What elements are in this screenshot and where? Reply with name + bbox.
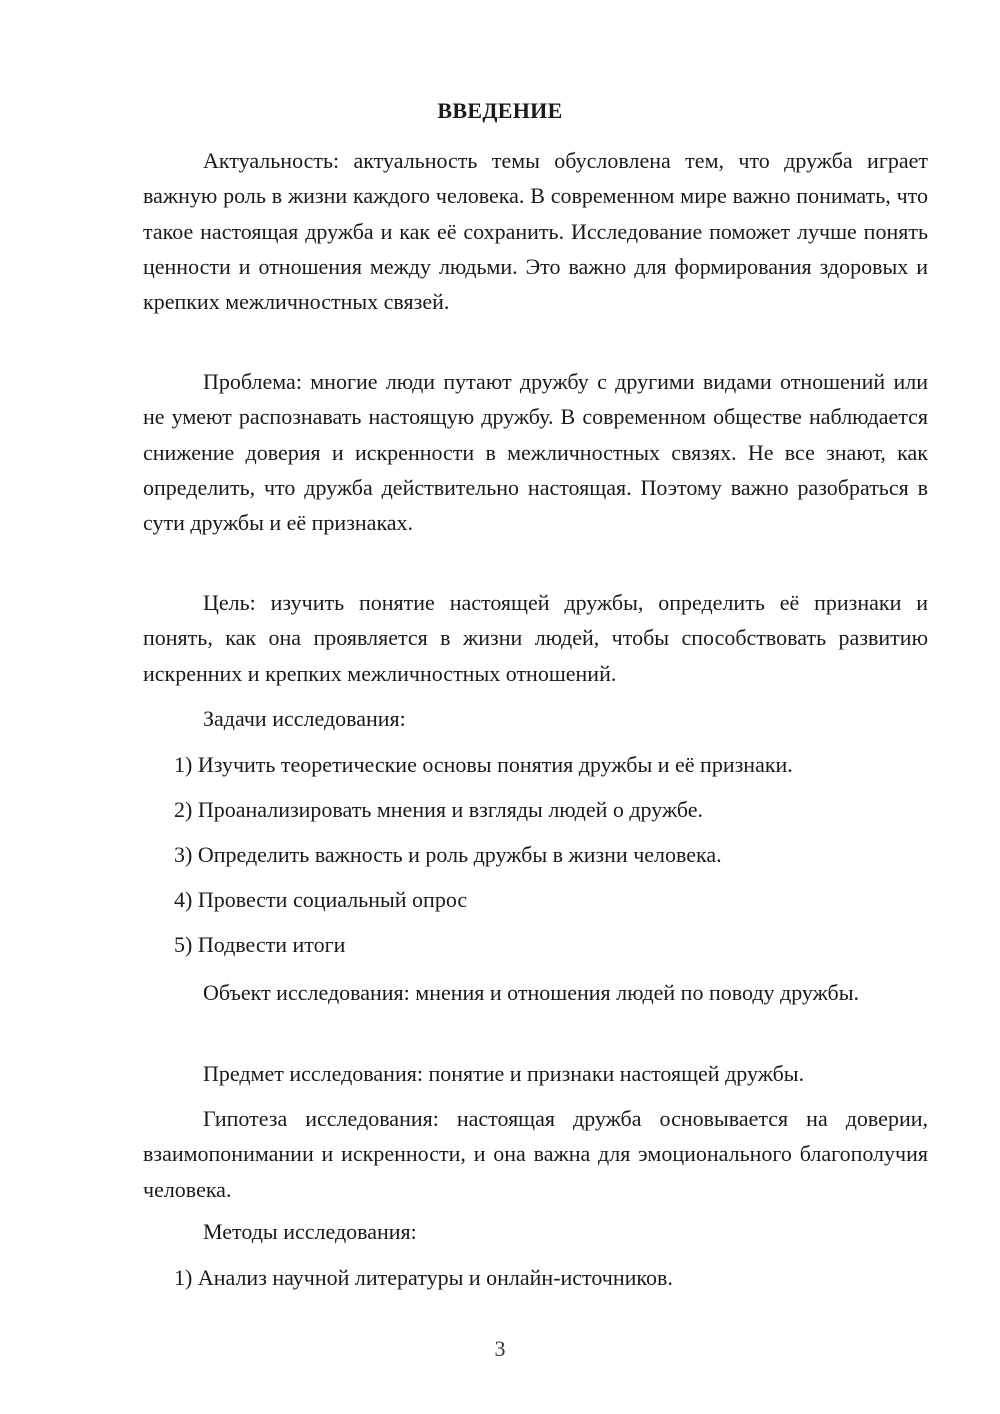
page-number: 3: [494, 1336, 506, 1361]
subject-paragraph: Предмет исследования: понятие и признаки настоящей дружбы.: [203, 1061, 805, 1086]
hypothesis-paragraph: Гипотеза исследования: настоящая дружба основывается на доверии, взаимопонимании и искренности, и она важна для эмоционального благополучия человека.: [143, 1106, 928, 1202]
page-title: ВВЕДЕНИЕ: [437, 98, 563, 123]
task-item: 3) Определить важность и роль дружбы в жизни человека.: [174, 842, 722, 867]
relevance-paragraph: Актуальность: актуальность темы обусловлена тем, что дружба играет важную роль в жизни каждого человека. В современном мире важно понимать, что такое настоящая дружба и как её сохранить. Исследование поможет лучше понять ценности и отношения между людьми. Это важно для формирования здоровых и крепких межличностных связей.: [143, 148, 928, 315]
problem-paragraph: Проблема: многие люди путают дружбу с другими видами отношений или не умеют распознавать настоящую дружбу. В современном обществе наблюдается снижение доверия и искренности в межличностных связях. Не все знают, как определить, что дружба действительно настоящая. Поэтому важно разобраться в сути дружбы и её признаках.: [143, 369, 928, 536]
task-item: 1) Изучить теоретические основы понятия дружбы и её признаки.: [174, 752, 793, 777]
goal-paragraph: Цель: изучить понятие настоящей дружбы, определить её признаки и понять, как она проявляется в жизни людей, чтобы способствовать развитию искренних и крепких межличностных отношений.: [143, 590, 928, 686]
task-item: 4) Провести социальный опрос: [174, 887, 468, 912]
method-item: 1) Анализ научной литературы и онлайн-источников.: [174, 1265, 673, 1290]
methods-heading: Методы исследования:: [203, 1219, 417, 1244]
task-item: 5) Подвести итоги: [174, 932, 346, 957]
tasks-heading: Задачи исследования:: [203, 706, 406, 731]
task-item: 2) Проанализировать мнения и взгляды людей о дружбе.: [174, 797, 704, 822]
object-paragraph: Объект исследования: мнения и отношения людей по поводу дружбы.: [203, 980, 860, 1005]
